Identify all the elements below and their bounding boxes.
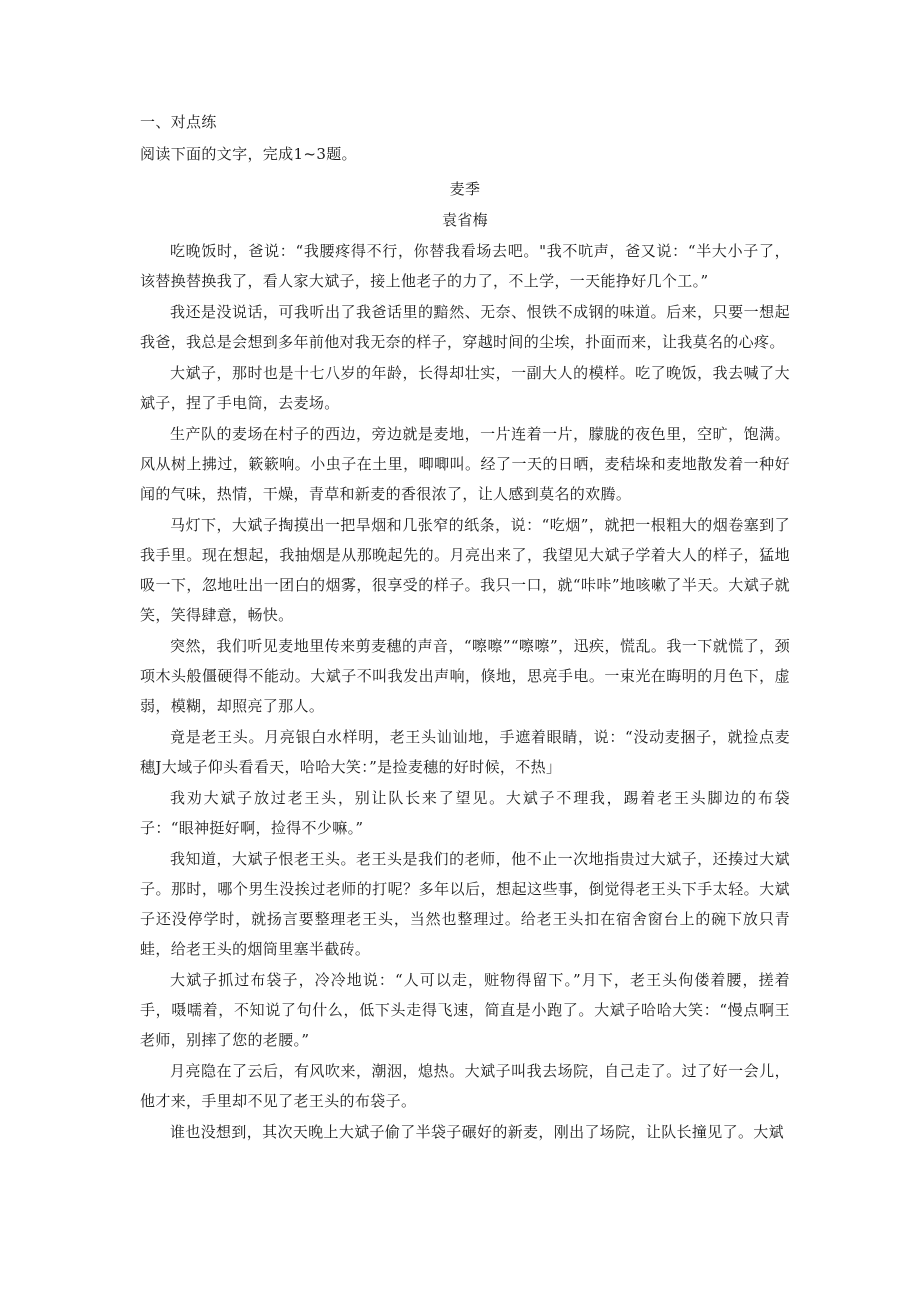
- paragraph: 竟是老王头。月亮银白水样明，老王头讪讪地，手遮着眼睛，说：“没动麦捆子，就捡点麦穗J大域子仰头看看天，哈哈大笑：”是捡麦穗的好时候，不热」: [140, 728, 790, 776]
- paragraph: 谁也没想到，其次天晚上大斌子偷了半袋子碾好的新麦，刚出了场院，让队长撞见了。大斌: [170, 1123, 785, 1141]
- question-instruction: 阅读下面的文字，完成1~3题。: [140, 145, 357, 163]
- paragraph: 大斌子抓过布袋子，冷冷地说：“人可以走，赃物得留下。”月下，老王头佝偻着腰，搓着手，嗫嚅着，不知说了句什么，低下头走得飞速，简直是小跑了。大斌子哈哈大笑：“慢点啊王老师，别摔了您的老腰。”: [140, 971, 790, 1049]
- paragraph: 吃晚饭时，爸说：“我腰疼得不行，你替我看场去吧。"我不吭声，爸又说：“半大小子了，该替换替换我了，看人家大斌子，接上他老子的力了，不上学，一天能挣好几个工。”: [140, 242, 790, 290]
- paragraph: 大斌子，那时也是十七八岁的年龄，长得却壮实，一副大人的模样。吃了晚饭，我去喊了大斌子，捏了手电筒，去麦场。: [140, 364, 790, 412]
- article-title: 麦季: [449, 180, 481, 198]
- section-heading: 一、对点练: [140, 113, 217, 131]
- paragraph: 生产队的麦场在村子的西边，旁边就是麦地，一片连着一片，朦胧的夜色里，空旷，饱满。风从树上拂过，簌簌响。小虫子在土里，唧唧叫。经了一天的日晒，麦秸垛和麦地散发着一种好闻的气味，热情，干燥，青草和新麦的香很浓了，让人感到莫名的欢腾。: [140, 425, 790, 503]
- paragraph: 月亮隐在了云后，有风吹来，潮洇，熄热。大斌子叫我去场院，自己走了。过了好一会儿，他才来，手里却不见了老王头的布袋子。: [140, 1062, 790, 1110]
- paragraph: 突然，我们听见麦地里传来剪麦穗的声音，“嚓嚓”“嚓嚓”，迅疾，慌乱。我一下就慌了，颈项木头般僵硬得不能动。大斌子不叫我发出声响，倏地，思亮手电。一束光在晦明的月色下，虚弱，模糊，却照亮了那人。: [140, 637, 790, 715]
- document-content: [140, 107, 790, 1147]
- paragraph: 我知道，大斌子恨老王头。老王头是我们的老师，他不止一次地指贵过大斌子，还揍过大斌子。那时，哪个男生没挨过老师的打呢？多年以后，想起这些事，倒觉得老王头下手太轻。大斌子还没停学时，就扬言要整理老王头，当然也整理过。给老王头扣在宿舍窗台上的碗下放只青蛙，给老王头的烟筒里塞半截砖。: [140, 850, 790, 958]
- article-author: 袁省梅: [441, 211, 489, 229]
- paragraph: 我还是没说话，可我听出了我爸话里的黯然、无奈、恨铁不成钢的味道。后来，只要一想起我爸，我总是会想到多年前他对我无奈的样子，穿越时间的尘埃，扑面而来，让我莫名的心疼。: [140, 303, 790, 351]
- paragraph: 马灯下，大斌子掏摸出一把旱烟和几张窄的纸条，说：“吃烟”，就把一根粗大的烟卷塞到了我手里。现在想起，我抽烟是从那晚起先的。月亮出来了，我望见大斌子学着大人的样子，猛地吸一下，忽地吐出一团白的烟雾，很享受的样子。我只一口，就“咔咔”地咳嗽了半天。大斌子就笑，笑得肆意，畅快。: [140, 516, 790, 624]
- paragraph: 我劝大斌子放过老王头，别让队长来了望见。大斌子不理我，踢着老王头脚边的布袋子：“眼神挺好啊，捡得不少嘛。”: [140, 789, 790, 837]
